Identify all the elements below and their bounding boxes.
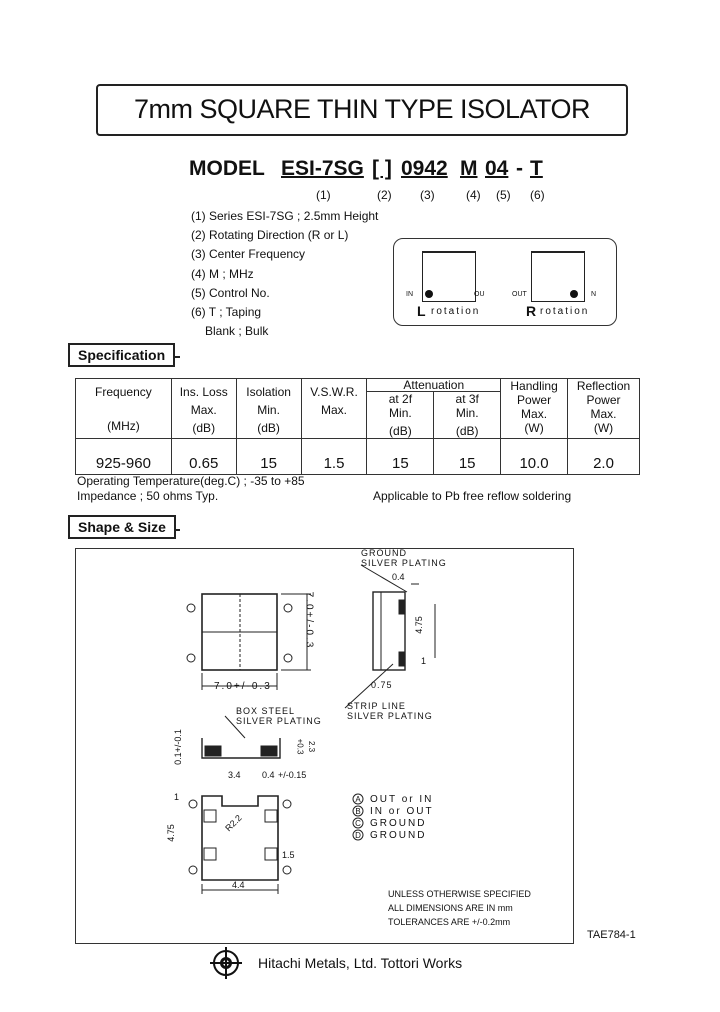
document-code: TAE784-1: [587, 929, 636, 941]
unit-label: (dB): [257, 421, 280, 435]
l-port-dot: [425, 290, 433, 298]
bottom-pad: [204, 848, 216, 860]
header-sub: Min.: [389, 406, 412, 420]
header-label: Frequency: [95, 385, 152, 399]
header-sub: Max.: [320, 403, 347, 417]
label-line: BOX STEEL: [236, 706, 296, 716]
code-num-6: (6): [530, 188, 545, 202]
dim-075: 0.75: [371, 680, 393, 690]
shape-heading: Shape & Size: [68, 515, 176, 539]
pin-letter: B: [355, 807, 361, 816]
dim-radius: R2.2: [223, 812, 244, 834]
header-label: Attenuation: [367, 379, 500, 392]
value-frequency: 925-960: [76, 439, 172, 475]
company-name: Hitachi Metals, Ltd. Tottori Works: [258, 955, 463, 971]
value-att-2f: 15: [367, 439, 434, 475]
cross-section-fill: [261, 746, 277, 756]
model-frequency: 0942: [401, 157, 448, 180]
dim-1b: 1: [174, 792, 180, 802]
label-line: STRIP LINE: [347, 701, 406, 711]
pin-desc: GROUND: [370, 830, 427, 841]
model-taping: T: [530, 157, 543, 180]
dim-03: +0.3: [295, 738, 305, 755]
desc-line: (3) Center Frequency: [191, 247, 306, 262]
desc-line: (4) M ; MHz: [191, 266, 254, 281]
r-port-dot: [570, 290, 578, 298]
dim-34: 3.4: [228, 770, 241, 780]
tolerance-line: TOLERANCES ARE +/-0.2mm: [388, 917, 511, 927]
code-num-5: (5): [496, 188, 511, 202]
dim-01: 0.1+/-0.1: [172, 729, 183, 765]
header-handling: [501, 379, 568, 439]
model-prefix: MODEL: [189, 157, 265, 180]
cross-section-fill: [205, 746, 221, 756]
header-label: Handling: [510, 379, 558, 393]
spec-table: [75, 378, 640, 475]
ground-silver-label: [361, 548, 447, 568]
model-descriptions: [191, 207, 378, 341]
rotation-diagram: [393, 238, 617, 326]
value-handling: 10.0: [501, 439, 568, 475]
code-num-3: (3): [420, 188, 435, 202]
unit-label: (dB): [455, 424, 479, 438]
value-vswr: 1.5: [301, 439, 367, 475]
tolerance-note: [388, 887, 531, 929]
l-letter: L: [417, 303, 426, 319]
pin-letter: D: [355, 831, 361, 840]
strip-silver-label: [347, 701, 433, 721]
header-attenuation: [367, 379, 501, 439]
dim-height: 7.0+/-0.3: [303, 591, 315, 650]
header-sub: Max.: [190, 403, 217, 417]
box-silver-label: [236, 706, 322, 726]
pin-marker: [187, 654, 195, 662]
header-sub: Max.: [521, 407, 548, 421]
dim-475: 4.75: [413, 616, 424, 634]
unit-label: (dB): [192, 421, 216, 435]
value-isolation: 15: [236, 439, 301, 475]
desc-line: Blank ; Bulk: [205, 324, 269, 339]
bottom-pad: [204, 810, 216, 822]
pin-letter: A: [355, 795, 361, 804]
header-sub: Max.: [590, 407, 617, 421]
code-num-4: (4): [466, 188, 481, 202]
code-num-1: (1): [316, 188, 331, 202]
reflow-note: Applicable to Pb free reflow soldering: [373, 489, 572, 503]
tolerance-line: UNLESS OTHERWISE SPECIFIED: [388, 889, 531, 899]
pin-desc: GROUND: [370, 818, 427, 829]
value-att-3f: 15: [434, 439, 501, 475]
model-rotation: [ ]: [372, 157, 392, 180]
dim-04: 0.4: [392, 572, 405, 582]
att-2f-label: at 2f: [388, 392, 413, 406]
header-vswr: [301, 379, 367, 439]
impedance-note: Impedance ; 50 ohms Typ.: [77, 489, 219, 503]
table-row: [76, 439, 640, 475]
unit-label: (dB): [389, 424, 412, 438]
r-in-label: OUT: [512, 291, 527, 298]
model-control: 04: [485, 157, 509, 180]
dim-15: 1.5: [282, 850, 295, 860]
label-line: GROUND: [361, 548, 407, 558]
side-ground-pad: [399, 600, 405, 614]
code-num-2: (2): [377, 188, 392, 202]
page-title: 7mm SQUARE THIN TYPE ISOLATOR: [133, 94, 591, 124]
att-2f: [367, 392, 434, 438]
pin-marker: [284, 604, 292, 612]
side-strip-pad: [399, 652, 405, 666]
temp-note: Operating Temperature(deg.C) ; -35 to +85: [77, 474, 305, 488]
l-rotation-label: rotation: [431, 306, 481, 317]
pin-letters: [354, 794, 362, 842]
pin-marker: [283, 800, 291, 808]
model-series: ESI-7SG: [281, 157, 364, 180]
r-rotation-label: rotation: [540, 306, 590, 317]
model-dash: -: [516, 157, 523, 180]
pin-marker: [284, 654, 292, 662]
bottom-pad: [265, 810, 277, 822]
unit-label: (MHz): [107, 419, 140, 433]
att-3f: [434, 392, 500, 438]
header-frequency: [76, 379, 172, 439]
r-out-label: N: [591, 291, 597, 298]
pin-marker: [187, 604, 195, 612]
dim-015: +/-0.15: [278, 770, 307, 780]
pin-letter: C: [355, 819, 361, 828]
pin-legend: [370, 794, 434, 842]
header-sub: Power: [586, 393, 621, 407]
dim-23: 2.3: [307, 740, 317, 753]
bottom-pad: [265, 848, 277, 860]
dim-04b: 0.4: [262, 770, 275, 780]
l-in-label: IN: [406, 291, 413, 298]
pin-desc: OUT or IN: [370, 794, 434, 805]
l-out-label: OU: [474, 291, 485, 298]
pin-desc: IN or OUT: [370, 806, 434, 817]
unit-label: (W): [524, 421, 544, 435]
dim-44: 4.4: [232, 880, 245, 890]
pin-marker: [189, 800, 197, 808]
desc-line: (6) T ; Taping: [191, 305, 262, 320]
label-line: SILVER PLATING: [361, 558, 447, 568]
header-reflection: [568, 379, 640, 439]
r-letter: R: [526, 303, 537, 319]
header-sub: Min.: [257, 403, 280, 417]
label-line: SILVER PLATING: [236, 716, 322, 726]
value-ins-loss: 0.65: [171, 439, 236, 475]
pin-marker: [189, 866, 197, 874]
header-isolation: [236, 379, 301, 439]
header-label: Reflection: [576, 379, 631, 393]
att-3f-label: at 3f: [455, 392, 479, 406]
desc-line: (5) Control No.: [191, 285, 270, 300]
label-line: SILVER PLATING: [347, 711, 433, 721]
header-sub: Min.: [455, 406, 479, 420]
dim-1: 1: [421, 656, 427, 666]
unit-label: (W): [593, 421, 614, 435]
desc-line: (2) Rotating Direction (R or L): [191, 228, 349, 243]
header-label: Isolation: [246, 385, 291, 399]
dim-width: 7.0+/-0.3: [214, 681, 272, 692]
tolerance-line: ALL DIMENSIONS ARE IN mm: [388, 903, 513, 913]
spec-heading: Specification: [68, 343, 175, 367]
header-sub: Power: [517, 393, 552, 407]
header-ins-loss: [171, 379, 236, 439]
model-unit: M: [460, 157, 478, 180]
hitachi-logo-icon: [209, 946, 243, 980]
desc-line: (1) Series ESI-7SG ; 2.5mm Height: [191, 209, 379, 223]
dim-475b: 4.75: [165, 824, 176, 842]
bottom-view-body: [202, 796, 278, 880]
dimension-drawing: [75, 548, 572, 942]
pin-marker: [283, 866, 291, 874]
header-label: V.S.W.R.: [310, 385, 358, 399]
header-label: Ins. Loss: [179, 385, 228, 399]
value-reflection: 2.0: [568, 439, 640, 475]
